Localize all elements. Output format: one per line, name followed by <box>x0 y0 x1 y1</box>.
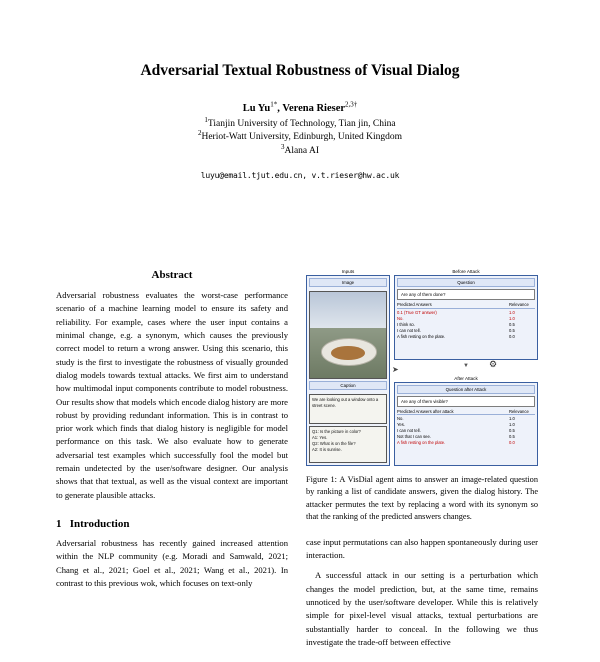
before-header-relevance: Relevance <box>509 302 529 307</box>
after-header-answers: Predicted Answers after attack <box>397 408 454 414</box>
left-column <box>56 269 288 649</box>
after-answer-4: Not that I can see. <box>397 434 431 440</box>
after-attack-panel <box>394 382 538 467</box>
introduction-title: Introduction <box>69 518 130 530</box>
after-score-3: 0.5 <box>509 428 515 434</box>
after-table-header <box>397 409 535 416</box>
after-header-relevance: Relevance <box>509 408 529 414</box>
after-answer-3: I can not tell. <box>397 428 421 434</box>
affiliation-2: Heriot-Watt University, Edinburgh, United Kingdom <box>201 132 403 143</box>
right-paragraph-2: A successful attack in our setting is a perturbation which changes the model prediction, but, at the same time, remains unnoticed by the user/software developer. While this is relatively simple for pixel-level visual attacks, textual perturbations are substantially harder to conceal. In the following we thus investigate the trade-off between effective <box>306 570 538 647</box>
inputs-box <box>306 275 390 466</box>
before-question-title: Question <box>397 278 535 287</box>
affiliation-mark-2: 2 <box>197 129 202 138</box>
image-label: Image <box>309 278 387 287</box>
affiliation-3: Alana AI <box>284 146 320 157</box>
after-score-2: 1.0 <box>509 422 515 428</box>
before-score-4: 0.5 <box>509 327 515 333</box>
author-list <box>0 100 600 114</box>
before-attack-label: Before Attack <box>452 269 480 274</box>
before-attack-panel <box>394 275 538 360</box>
inputs-arrow-icon: ➤ <box>392 365 399 374</box>
after-score-1: 1.0 <box>509 416 515 421</box>
before-answer-3: I think so. <box>397 321 415 327</box>
dialog-image <box>309 291 387 379</box>
after-question-text: Are any of them visible? <box>397 396 535 407</box>
figure-caption <box>306 474 538 524</box>
dialog-history <box>309 426 387 463</box>
affiliations <box>0 115 600 159</box>
after-question-title: Question after Attack <box>397 385 535 394</box>
before-header-answers: Predicted Answers <box>397 302 432 307</box>
after-score-5: 0.0 <box>509 440 515 446</box>
history-line-1: Q1: Is the picture in color? <box>312 429 361 434</box>
right-column <box>306 269 538 649</box>
figure-caption-label: Figure 1: <box>306 475 337 484</box>
history-line-2: A1: Yes. <box>312 434 328 440</box>
after-answer-1: No. <box>397 416 404 421</box>
table-row <box>397 334 535 340</box>
abstract-heading: Abstract <box>151 269 193 281</box>
caption-label: Caption <box>309 381 387 390</box>
after-answer-5: A fish resting on the plate. <box>397 440 446 446</box>
before-answer-4: I can not tell. <box>397 327 421 333</box>
after-attack-label: After Attack <box>454 375 478 381</box>
affiliation-1: Tianjin University of Technology, Tian jin, China <box>207 118 396 129</box>
affiliation-mark-1: 1 <box>204 115 208 124</box>
figure-inputs-label: Inputs <box>341 269 355 274</box>
gear-icon: ⚙ <box>489 359 498 369</box>
before-table-header <box>397 302 535 309</box>
introduction-heading <box>56 518 288 530</box>
author-names: Lu $Yu^{1*}$, Verena Rieser$^{2,3\dagger}$ <box>242 100 358 114</box>
right-paragraph-1: case input permutations can also happen spontaneously during user interaction. <box>306 536 538 561</box>
before-score-3: 0.5 <box>509 321 515 327</box>
figure-caption-text: A VisDial agent aims to answer an image-related question by ranking a list of candidate answers, given the dialog history. The attacker permutes the text by replacing a word with its synonym so that the ranking of the predicted answers changes. <box>306 475 538 522</box>
after-answer-2: Yes. <box>397 422 405 428</box>
figure-1 <box>306 269 538 466</box>
before-answer-2: No. <box>397 315 404 321</box>
before-score-5: 0.0 <box>509 333 515 339</box>
figure-inputs-panel <box>306 269 390 466</box>
before-answer-1: 0.1 (True GT answer) <box>397 309 437 315</box>
before-answer-5: A fish resting on the plate. <box>397 333 446 339</box>
before-score-2: 1.0 <box>509 315 515 321</box>
figure-attack-panels <box>394 269 538 466</box>
introduction-paragraph-1: Adversarial robustness has recently gained increased attention within the NLP community (e.g. Moradi and Samwald, 2021; Chang et al., 2021; Goel et al., 2021; Wang et al., 2021). In contrast to this previous wok, which focuses on text-only <box>56 538 288 588</box>
after-score-4: 0.5 <box>509 434 515 440</box>
table-row <box>397 440 535 446</box>
introduction-number: 1 <box>56 518 62 530</box>
abstract-text: Adversarial robustness evaluates the worst-case performance scenario of a machine learning model to ensure its safety and reliability. For example, cases where the user input contains a minimal change, e.g. a synonym, which causes the previously correct model to return a wrong answer. Using this scenario, this study is the first to investigate the robustness of visually grounded dialog models towards textual attacks. We first aim to understand how multimodal input components contribute to model robustness. Our results show that models which encode dialog history are more robust by providing redundant information. This is in contrast to prior work which finds that dialog history is negligible for model performance on this task. We also evaluate how to generate adversarial test examples which successfully fool the model but remain undetected by the user/software designer. Our analysis shows that that textual, as well as the visual context are important to generate plausible attacks. <box>56 290 288 500</box>
contact-emails: luyu@email.tjut.edu.cn, v.t.rieser@hw.ac.uk <box>200 170 400 180</box>
paper-page <box>0 62 600 662</box>
two-column-body <box>56 269 544 649</box>
attack-arrow-icon: ▼ <box>463 362 469 369</box>
history-line-3: Q2: What is on the file? <box>312 440 356 446</box>
caption-text: We are looking out a window onto a street scene. <box>309 394 387 424</box>
affiliation-mark-3: 3 <box>280 142 285 151</box>
before-question-text: Are any of them done? <box>397 289 535 300</box>
page-title: Adversarial Textual Robustness of Visual Dialog <box>140 62 460 79</box>
history-line-4: A2: It is sunrise. <box>312 446 342 452</box>
before-score-1: 1.0 <box>509 309 515 315</box>
